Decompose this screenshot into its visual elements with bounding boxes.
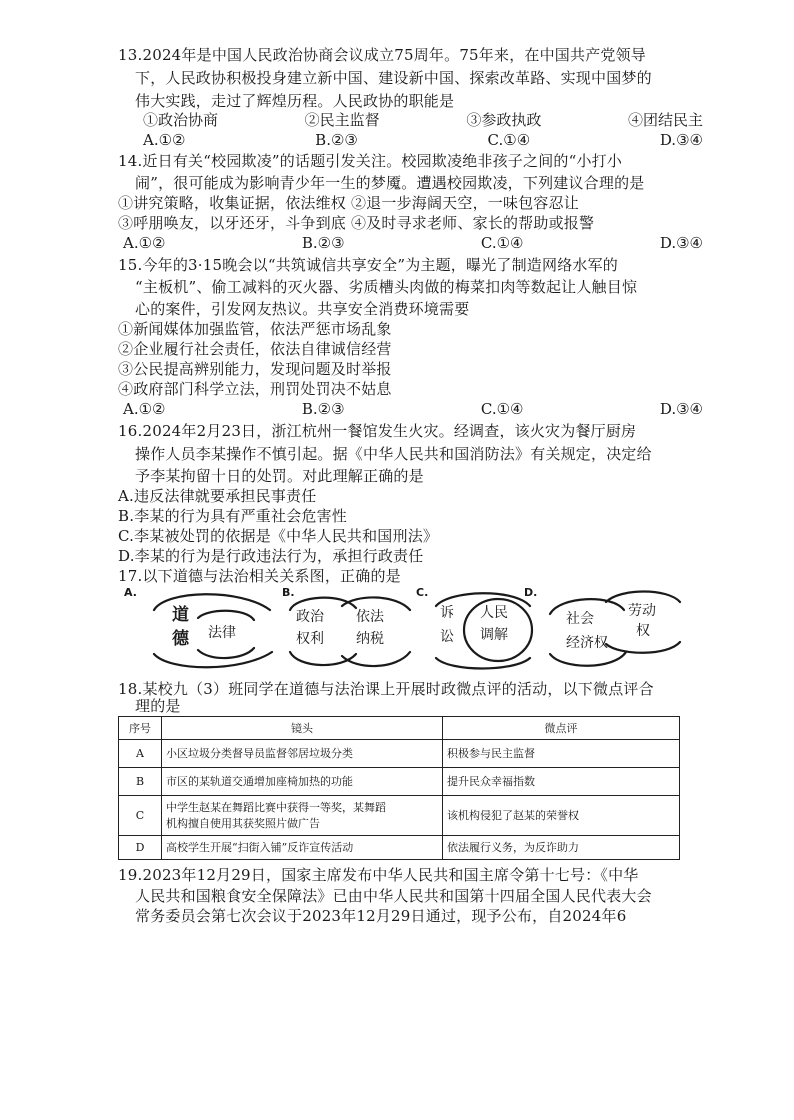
q18-stem-line-2: 理的是 — [135, 697, 181, 715]
table-cell-no: B — [119, 768, 162, 796]
table-row — [119, 836, 680, 860]
diagram-b-right-arc-bottom — [342, 652, 410, 666]
diagram-a-inner-arc-bottom — [198, 648, 254, 658]
q16-option-b: B.李某的行为具有严重社会危害性 — [118, 507, 347, 525]
q19-stem-line-3: 常务委员会第七次会议于2023年12月29日通过，现予公布，自2024年6 — [135, 907, 627, 925]
diagram-b-left-text-2: 权利 — [296, 631, 324, 647]
q13-item: ②民主监督 — [304, 111, 380, 129]
table-cell-comment: 提升民众幸福指数 — [443, 768, 680, 796]
table-header-comment: 微点评 — [443, 717, 680, 740]
diagram-c-label: C. — [416, 586, 429, 599]
q13-options — [143, 131, 703, 150]
q19-stem-line-2: 人民共和国粮食安全保障法》已由中华人民共和国第十四届全国人民代表大会 — [135, 887, 652, 905]
q15-option-c: C.①④ — [480, 400, 524, 418]
q18-stem-line-1: 18.某校九（3）班同学在道德与法治课上开展时政微点评的活动，以下微点评合 — [118, 680, 654, 698]
diagram-d-outer-text-2: 经济权 — [566, 635, 608, 651]
diagram-d-inner-text-2: 权 — [636, 623, 650, 639]
q14-option-d: D.③④ — [659, 234, 703, 252]
diagram-a-inner-text: 法律 — [208, 625, 236, 641]
diagram-d-inner-arc-bottom — [606, 642, 680, 653]
table-header-no: 序号 — [119, 717, 162, 740]
table-header-lens: 镜头 — [162, 717, 443, 740]
diagram-a-inner-arc-top — [198, 611, 254, 620]
table-cell-comment: 该机构侵犯了赵某的荣誉权 — [443, 796, 680, 836]
q15-options — [123, 400, 703, 419]
q16-stem-line-1: 16.2024年2月23日，浙江杭州一餐馆发生火灾。经调查，该火灾为餐厅厨房 — [118, 422, 637, 440]
q16-stem-line-2: 操作人员李某操作不慎引起。据《中华人民共和国消防法》有关规定，决定给 — [135, 445, 652, 463]
q18-table — [118, 716, 680, 860]
diagram-d-label: D. — [524, 586, 538, 599]
q15-option-b: B.②③ — [301, 400, 345, 418]
q17-diagrams — [120, 580, 700, 676]
diagram-d-outer-text-1: 社会 — [566, 611, 594, 627]
q13-stem-line-1: 13.2024年是中国人民政治协商会议成立75周年。75年来，在中国共产党领导 — [118, 46, 647, 64]
q14-option-b: B.②③ — [301, 234, 345, 252]
table-cell-lens-text: 机构擅自使用其获奖照片做广告 — [166, 816, 320, 830]
q13-option-c: C.①④ — [487, 131, 531, 149]
q15-item-4: ④政府部门科学立法，刑罚处罚决不姑息 — [118, 380, 392, 398]
diagram-b-left-text-1: 政治 — [296, 609, 324, 625]
diagram-a-outer-text-2: 德 — [172, 629, 189, 649]
q15-item-3: ③公民提高辨别能力，发现问题及时举报 — [118, 360, 392, 378]
table-header-row — [119, 717, 680, 740]
diagram-d-inner-arc-top — [606, 592, 680, 603]
q17-diagram-arcs — [120, 580, 700, 676]
q13-items — [143, 111, 703, 130]
diagram-c-outer-text-1: 诉 — [440, 605, 454, 621]
q14-option-c: C.①④ — [480, 234, 524, 252]
q15-stem-line-3: 心的案件，引发网友热议。共享安全消费环境需要 — [135, 300, 470, 318]
diagram-b-right-text-1: 依法 — [356, 609, 384, 625]
q13-stem-line-2: 下，人民政协积极投身建立新中国、建设新中国、探索改革路、实现中国梦的 — [135, 69, 652, 87]
table-cell-lens — [162, 836, 443, 860]
q15-item-2: ②企业履行社会责任，依法自律诚信经营 — [118, 340, 392, 358]
q15-item-1: ①新闻媒体加强监管，依法严惩市场乱象 — [118, 320, 392, 338]
q15-stem-line-1: 15.今年的3·15晚会以“共筑诚信共享安全”为主题，曝光了制造网络水军的 — [118, 256, 618, 274]
table-cell-lens — [162, 796, 443, 836]
diagram-d-inner-text-1: 劳动 — [628, 603, 656, 619]
q15-option-d: D.③④ — [659, 400, 703, 418]
table-cell-comment: 依法履行义务，为反诈助力 — [443, 836, 680, 860]
q15-option-a: A.①② — [123, 400, 166, 418]
diagram-a-outer-arc-bottom — [154, 652, 272, 667]
table-row — [119, 796, 680, 836]
table-row — [119, 740, 680, 768]
q13-option-b: B.②③ — [315, 131, 358, 149]
table-row — [119, 768, 680, 796]
q13-item: ①政治协商 — [143, 111, 219, 129]
q15-stem-line-2: “主板机”、偷工减料的灭火器、劣质槽头肉做的梅菜扣肉等数起让人触目惊 — [135, 278, 638, 296]
table-cell-no: C — [119, 796, 162, 836]
diagram-c-outer-arc-bottom — [436, 658, 530, 669]
diagram-b-right-text-2: 纳税 — [356, 631, 384, 647]
table-cell-lens-text: 中学生赵某在舞蹈比赛中获得一等奖，某舞蹈 — [166, 800, 386, 814]
table-cell-no: D — [119, 836, 162, 860]
q16-option-a: A.违反法律就要承担民事责任 — [118, 487, 317, 505]
table-cell-lens — [162, 740, 443, 768]
q16-option-c: C.李某被处罚的依据是《中华人民共和国刑法》 — [118, 527, 439, 545]
diagram-a-label: A. — [124, 586, 137, 599]
q13-item: ③参政执政 — [466, 111, 542, 129]
table-cell-lens — [162, 768, 443, 796]
q14-option-a: A.①② — [123, 234, 166, 252]
q14-stem-line-4: ③呼朋唤友，以牙还牙，斗争到底 ④及时寻求老师、家长的帮助或报警 — [118, 214, 595, 232]
diagram-a-outer-text-1: 道 — [172, 605, 189, 625]
q16-stem-line-3: 予李某拘留十日的处罚。对此理解正确的是 — [135, 467, 424, 485]
q14-stem-line-1: 14.近日有关“校园欺凌”的话题引发关注。校园欺凌绝非孩子之间的“小打小 — [118, 152, 623, 170]
q16-option-d: D.李某的行为是行政违法行为，承担行政责任 — [118, 547, 424, 565]
table-cell-lens-text: 市区的某轨道交通增加座椅加热的功能 — [166, 774, 353, 788]
q13-option-a: A.①② — [143, 131, 186, 149]
diagram-d-outer-arc-bottom — [550, 652, 626, 666]
table-cell-lens-text: 高校学生开展“扫街入铺”反诈宣传活动 — [166, 840, 354, 854]
q13-item: ④团结民主 — [627, 111, 703, 129]
q13-stem-line-3: 伟大实践，走过了辉煌历程。人民政协的职能是 — [135, 92, 455, 110]
q14-options — [123, 234, 703, 253]
q19-stem-line-1: 19.2023年12月29日，国家主席发布中华人民共和国主席令第十七号：《中华 — [118, 866, 639, 884]
table-cell-no: A — [119, 740, 162, 768]
q13-option-d: D.③④ — [659, 131, 703, 149]
q17-stem: 17.以下道德与法治相关关系图，正确的是 — [118, 567, 401, 585]
table-cell-lens-text: 小区垃圾分类督导员监督邻居垃圾分类 — [166, 746, 353, 760]
diagram-c-inner-text-2: 调解 — [480, 627, 508, 643]
table-cell-comment: 积极参与民主监督 — [443, 740, 680, 768]
diagram-b-label: B. — [282, 586, 295, 599]
q14-stem-line-3: ①讲究策略，收集证据，依法维权 ②退一步海阔天空，一味包容忍让 — [118, 194, 579, 212]
diagram-c-outer-text-2: 讼 — [440, 629, 454, 645]
diagram-c-inner-text-1: 人民 — [480, 605, 508, 621]
q14-stem-line-2: 闹”，很可能成为影响青少年一生的梦魇。遭遇校园欺凌，下列建议合理的是 — [135, 174, 645, 192]
